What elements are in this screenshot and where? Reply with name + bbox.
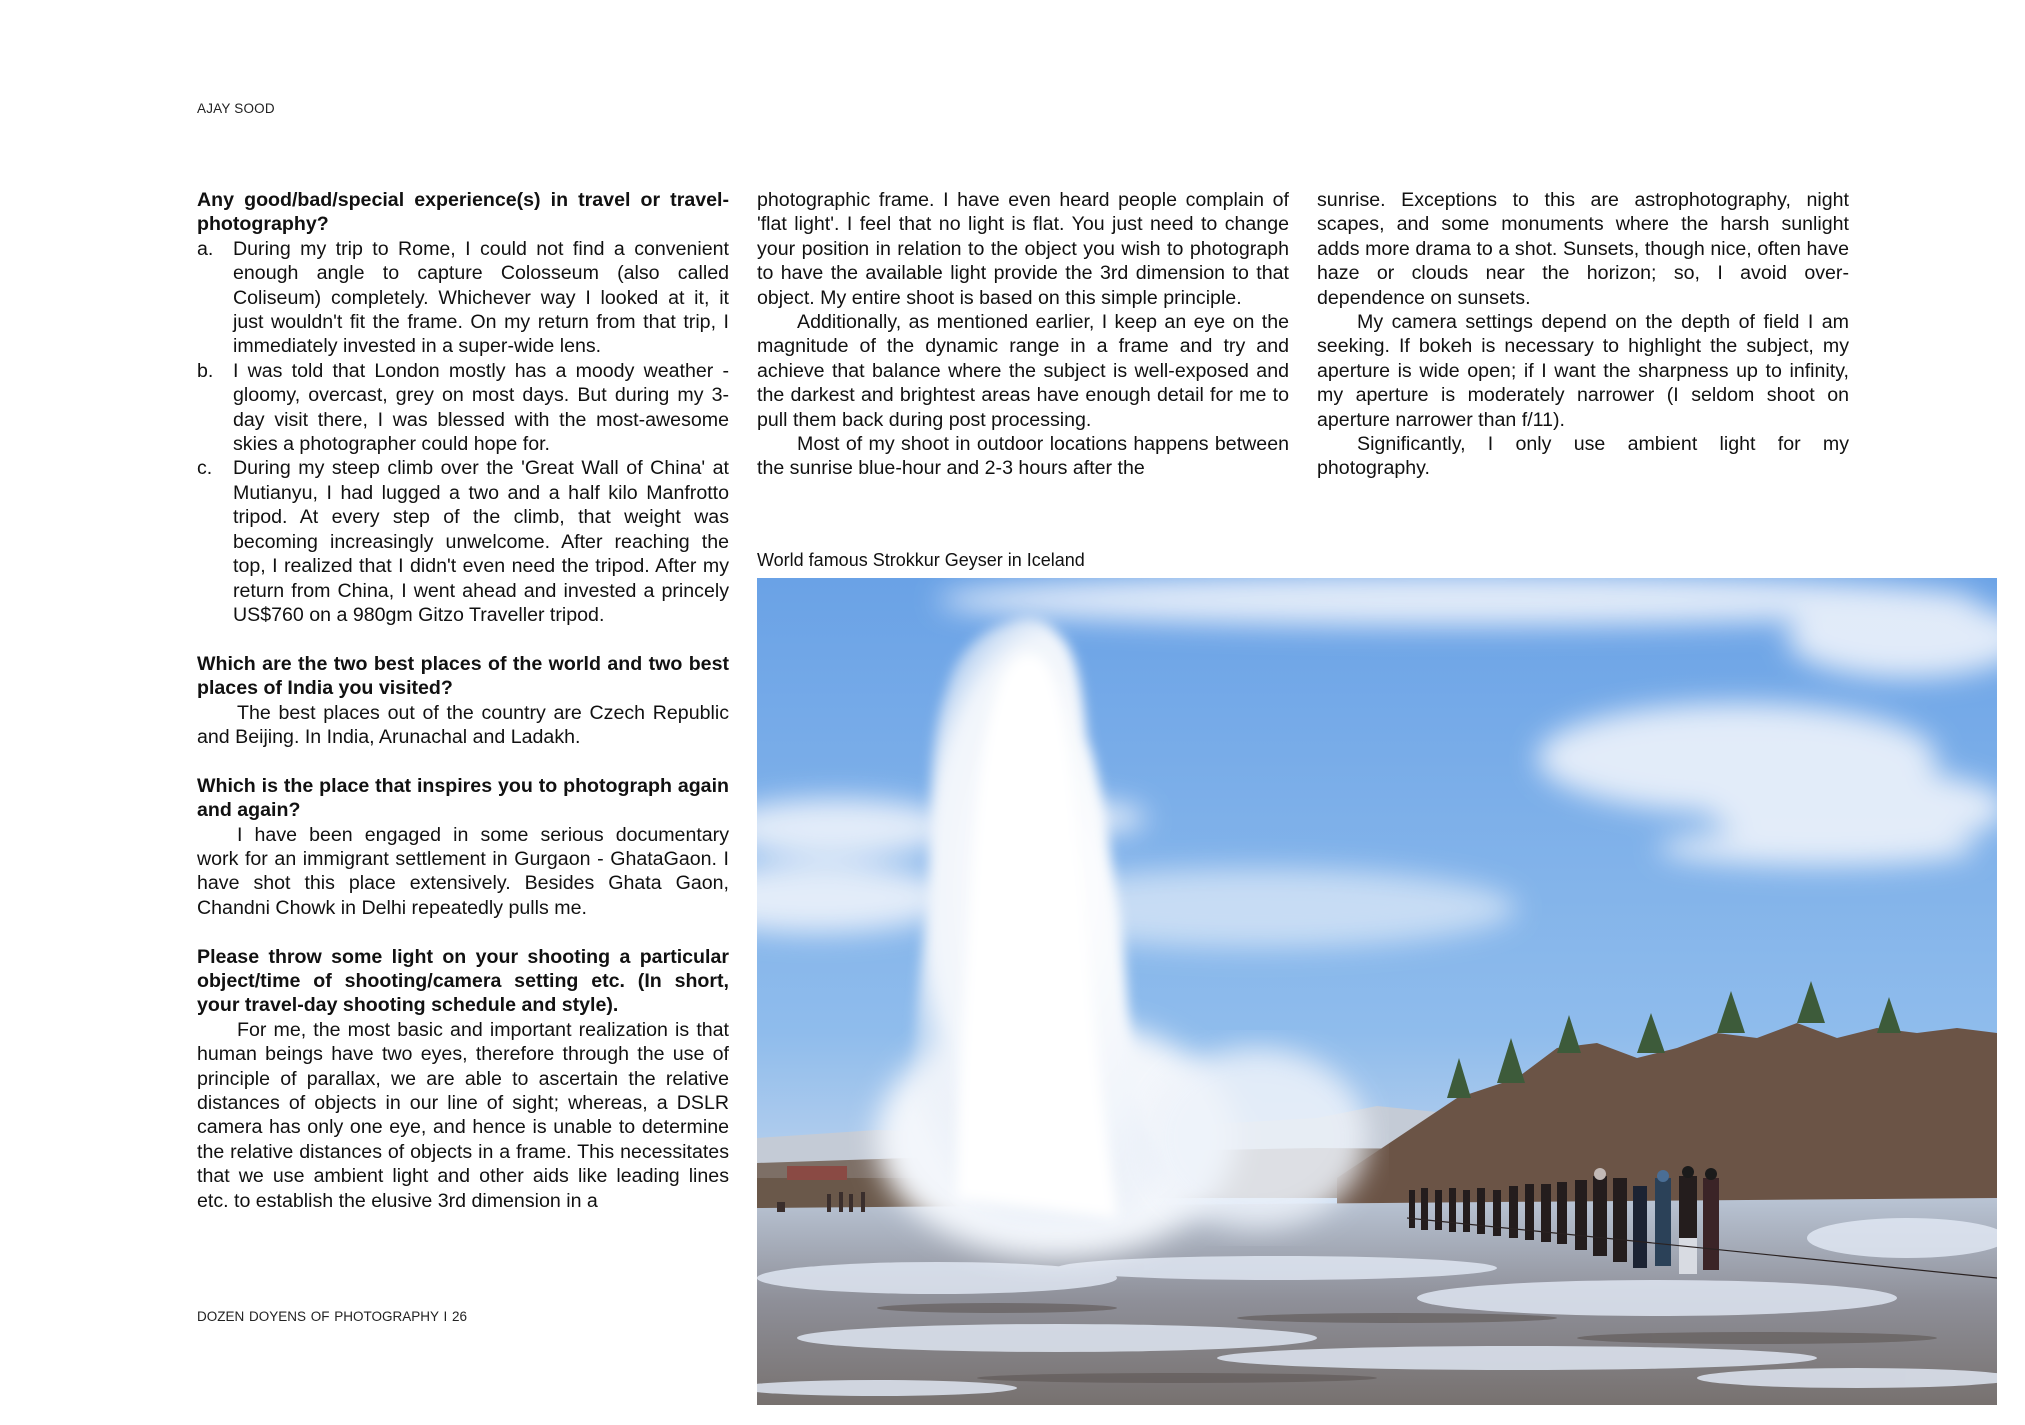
question-heading: Any good/bad/special experience(s) in travel or travel-photography? [197, 189, 729, 236]
question-heading: Which is the place that inspires you to photograph again and again? [197, 774, 729, 822]
answer-paragraph: My camera settings depend on the depth of field I am seeking. If bokeh is necessary to highlight the subject, my aperture is wide open; if I want the sharpness up to infinity, my aperture is moderately narrower (I seldom shoot on aperture narrower than f/11). [1317, 311, 1849, 431]
answer-paragraph: photographic frame. I have even heard people complain of 'flat light'. I feel that no light is flat. You just need to change your position in relation to the object you wish to photograph to have the available light provide the 3rd dimension to that object. My entire shoot is based on this simple principle. [757, 189, 1289, 309]
answer-paragraph: Significantly, I only use ambient light for my photography. [1317, 433, 1849, 480]
list-marker: a. [197, 237, 214, 260]
running-head: AJAY SOOD [197, 101, 275, 116]
list-marker: c. [197, 457, 213, 480]
list-marker: b. [197, 359, 214, 382]
answer-paragraph: For me, the most basic and important realization is that human beings have two eyes, therefore through the use of principle of parallax, we are able to ascertain the relative distances of objects in our line of sight; whereas, a DSLR camera has only one eye, and hence is unable to determine the relative distances of objects in a frame. This necessitates that we use ambient light and other aids like leading lines etc. to establish the elusive 3rd dimension in a [197, 1018, 729, 1212]
geyser-photo [757, 578, 1997, 1405]
list-item-text: During my steep climb over the 'Great Wall of China' at Mutianyu, I had lugged a two and a half kilo Manfrotto tripod. At every step of the climb, that weight was becoming increasingly unwelcome. After reaching the top, I realized that I didn't even need the tripod. After my return from China, I went ahead and invested a princely US$760 on a 980gm Gitzo Traveller tripod. [233, 457, 729, 626]
figure-caption: World famous Strokkur Geyser in Iceland [757, 550, 1085, 570]
answer-paragraph: The best places out of the country are Czech Republic and Beijing. In India, Arunachal and Ladakh. [197, 701, 729, 748]
list-item-text: I was told that London mostly has a moody weather - gloomy, overcast, grey on most days. But during my 3-day visit there, I was blessed with the most-awesome skies a photographer could hope for. [233, 359, 729, 456]
answer-paragraph: Most of my shoot in outdoor locations happens between the sunrise blue-hour and 2-3 hours after the [757, 433, 1289, 480]
text-column-1 [197, 188, 729, 1213]
list-item [197, 359, 729, 457]
list-item-text: During my trip to Rome, I could not find a convenient enough angle to capture Colosseum (also called Coliseum) completely. Whichever way I looked at it, it just wouldn't fit the frame. On my return from that trip, I immediately invested in a super-wide lens. [233, 237, 729, 358]
list-item [197, 456, 729, 627]
question-heading: Please throw some light on your shooting a particular object/time of shooting/camera setting etc. (In short, your travel-day shooting schedule and style). [197, 945, 729, 1017]
experience-list [197, 237, 729, 628]
answer-paragraph: Additionally, as mentioned earlier, I keep an eye on the magnitude of the dynamic range in a frame and try and achieve that balance where the subject is well-exposed and the darkest and brightest areas have enough detail for me to pull them back during post processing. [757, 311, 1289, 431]
answer-paragraph: sunrise. Exceptions to this are astrophotography, night scapes, and some monuments where the harsh sunlight adds more drama to a shot. Sunsets, though nice, often have haze or clouds near the horizon; so, I avoid over-dependence on sunsets. [1317, 189, 1849, 309]
text-column-2 [757, 188, 1289, 481]
list-item [197, 237, 729, 359]
question-heading: Which are the two best places of the world and two best places of India you visited? [197, 652, 729, 700]
answer-paragraph: I have been engaged in some serious documentary work for an immigrant settlement in Gurgaon - GhataGaon. I have shot this place extensively. Besides Ghata Gaon, Chandni Chowk in Delhi repeatedly pulls me. [197, 823, 729, 919]
text-column-3 [1317, 188, 1849, 481]
page-folio: DOZEN DOYENS OF PHOTOGRAPHY I 26 [197, 1309, 468, 1324]
